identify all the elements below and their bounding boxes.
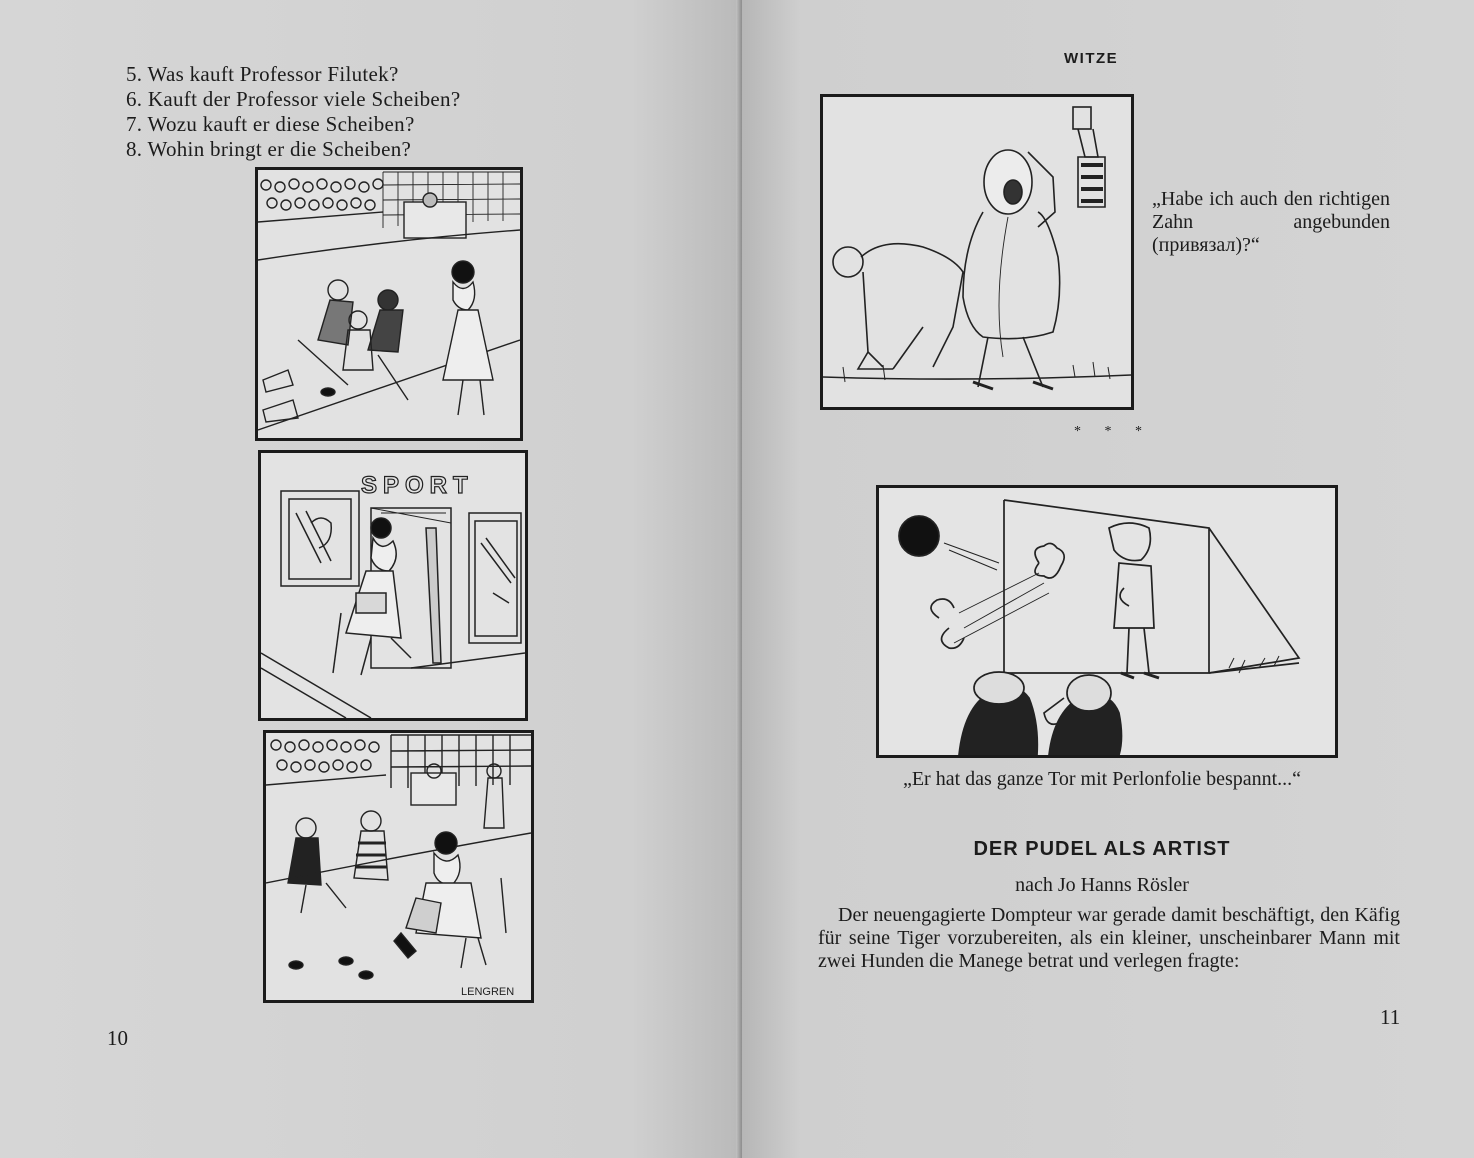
tooth-race-illustration bbox=[823, 97, 1131, 407]
joke2-caption: „Er hat das ganze Tor mit Perlonfolie bespannt...“ bbox=[902, 768, 1302, 790]
page-number-right: 11 bbox=[1380, 1005, 1401, 1029]
page-header: WITZE bbox=[1064, 50, 1119, 67]
question-list bbox=[126, 62, 460, 162]
right-page bbox=[742, 0, 1474, 1158]
artist-signature: LENGREN bbox=[461, 986, 515, 998]
question-item: 5. Was kauft Professor Filutek? bbox=[126, 62, 399, 86]
goalkeeper-illustration bbox=[879, 488, 1335, 755]
comic-panel-sport-shop bbox=[258, 450, 528, 721]
question-item: 7. Wozu kauft er diese Scheiben? bbox=[126, 112, 415, 136]
story-title: DER PUDEL ALS ARTIST bbox=[973, 838, 1231, 860]
comic-panel-hockey-game bbox=[255, 167, 523, 441]
hockey-finale-illustration bbox=[266, 733, 531, 1000]
separator: * * * bbox=[1074, 424, 1152, 439]
page-number-left: 10 bbox=[107, 1026, 128, 1050]
comic-panel-hockey-finale bbox=[263, 730, 534, 1003]
story-text: Der neuengagierte Dompteur war gerade damit beschäftigt, den Käfig für seine Tiger vorzubereiten, als ein kleiner, unscheinbarer Mann mit zwei Hunden die Manege betrat und verlegen fragte: bbox=[818, 904, 1400, 972]
cartoon-goalkeeper bbox=[876, 485, 1338, 758]
question-item: 6. Kauft der Professor viele Scheiben? bbox=[126, 87, 461, 111]
cartoon-tooth-race bbox=[820, 94, 1134, 410]
shop-sign: SPORT bbox=[361, 472, 474, 499]
story-author: nach Jo Hanns Rösler bbox=[1015, 874, 1189, 896]
question-item: 8. Wohin bringt er die Scheiben? bbox=[126, 137, 412, 161]
hockey-game-illustration bbox=[258, 170, 520, 438]
joke1-caption: „Habe ich auch den richtigen Zahn angebunden (привязал)?“ bbox=[1152, 188, 1390, 256]
sport-shop-illustration bbox=[261, 453, 525, 718]
